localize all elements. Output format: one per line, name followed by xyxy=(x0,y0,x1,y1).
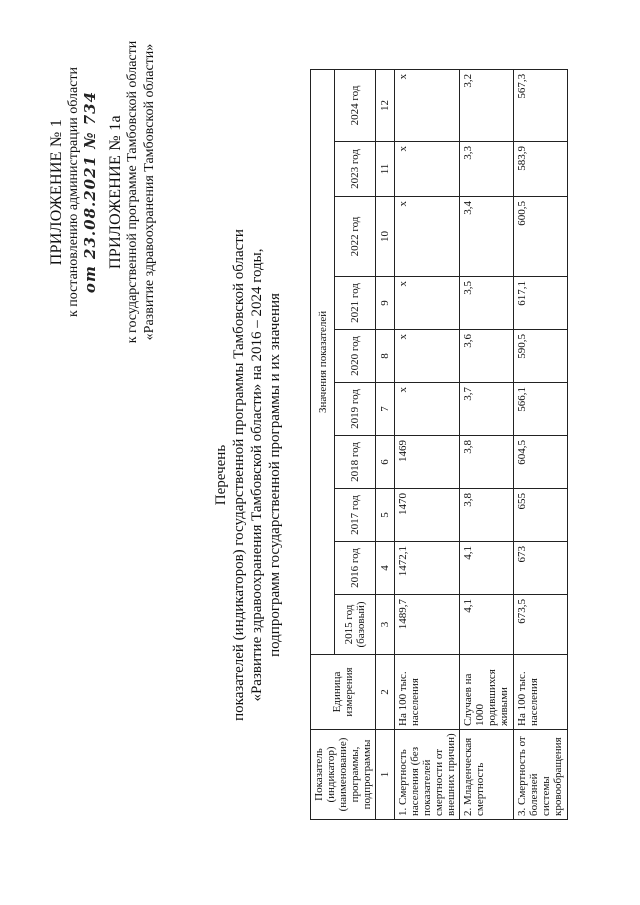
indicator-value: 590,5 xyxy=(514,330,568,383)
header-unit: Единица измерения xyxy=(311,655,376,730)
appendix-header xyxy=(48,27,158,357)
header-year: 2016 год xyxy=(335,542,376,595)
column-number: 10 xyxy=(376,197,395,277)
indicator-value: 3,8 xyxy=(460,436,514,489)
column-number: 3 xyxy=(376,595,395,655)
indicator-value: 566,1 xyxy=(514,383,568,436)
indicator-name: 2. Младенческая смертность xyxy=(460,730,514,820)
column-number: 11 xyxy=(376,142,395,197)
indicator-name: 1. Смертность населения (без показателей смертности от внешних причин) xyxy=(395,730,460,820)
header-year: 2017 год xyxy=(335,489,376,542)
header-year: 2022 год xyxy=(335,197,376,277)
title-line2: показателей (индикаторов) государственной программы Тамбовской области xyxy=(231,229,247,721)
indicator-value: 3,6 xyxy=(460,330,514,383)
appendix-1a-title: ПРИЛОЖЕНИЕ № 1а xyxy=(107,115,124,269)
indicator-value: 3,7 xyxy=(460,383,514,436)
header-values: Значения показателей xyxy=(311,69,335,654)
indicator-value: х xyxy=(395,330,460,383)
table-row xyxy=(514,69,568,819)
indicator-value: х xyxy=(395,277,460,330)
title-line3: «Развитие здравоохранения Тамбовской области» на 2016 – 2024 годы, xyxy=(249,248,265,702)
header-year: 2020 год xyxy=(335,330,376,383)
indicator-value: 4,1 xyxy=(460,542,514,595)
column-number: 12 xyxy=(376,69,395,141)
column-number: 1 xyxy=(376,730,395,820)
indicator-value: 3,3 xyxy=(460,142,514,197)
indicator-unit: Случаев на 1000 родившихся живыми xyxy=(460,655,514,730)
indicator-value: 3,5 xyxy=(460,277,514,330)
indicator-name: 3. Смертность от болезней системы кровообращения xyxy=(514,730,568,820)
column-number: 5 xyxy=(376,489,395,542)
indicator-value: 3,2 xyxy=(460,69,514,141)
indicator-unit: На 100 тыс. населения xyxy=(395,655,460,730)
handwritten-date-number: от 23.08.2021 № 734 xyxy=(81,90,99,294)
column-number: 6 xyxy=(376,436,395,489)
indicators-table xyxy=(310,69,568,820)
indicator-value: х xyxy=(395,383,460,436)
table-row xyxy=(460,69,514,819)
title-line4: подпрограмм государственной программы и их значения xyxy=(267,293,283,657)
header-year: 2023 год xyxy=(335,142,376,197)
column-number: 4 xyxy=(376,542,395,595)
title-line1: Перечень xyxy=(213,444,229,506)
indicator-value: 3,4 xyxy=(460,197,514,277)
header-year: 2021 год xyxy=(335,277,376,330)
header-year: 2024 год xyxy=(335,69,376,141)
header-year: 2018 год xyxy=(335,436,376,489)
indicator-value: 604,5 xyxy=(514,436,568,489)
indicator-value: 1472,1 xyxy=(395,542,460,595)
indicator-value: 600,5 xyxy=(514,197,568,277)
indicator-value: х xyxy=(395,142,460,197)
indicator-value: 1469 xyxy=(395,436,460,489)
program-reference-line1: к государственной программе Тамбовской области xyxy=(125,40,140,344)
indicator-value: 1470 xyxy=(395,489,460,542)
indicator-value: х xyxy=(395,69,460,141)
indicator-value: 4,1 xyxy=(460,595,514,655)
column-number: 2 xyxy=(376,655,395,730)
document-title xyxy=(212,195,284,755)
indicator-value: 1489,7 xyxy=(395,595,460,655)
program-reference-line2: «Развитие здравоохранения Тамбовской области» xyxy=(142,43,157,341)
indicator-value: 673 xyxy=(514,542,568,595)
indicator-value: х xyxy=(395,197,460,277)
indicator-value: 673,5 xyxy=(514,595,568,655)
header-year: 2015 год (базовый) xyxy=(335,595,376,655)
indicator-value: 583,9 xyxy=(514,142,568,197)
indicator-unit: На 100 тыс. населения xyxy=(514,655,568,730)
column-number: 8 xyxy=(376,330,395,383)
decree-reference: к постановлению администрации области xyxy=(66,66,81,318)
header-year: 2019 год xyxy=(335,383,376,436)
indicator-value: 655 xyxy=(514,489,568,542)
indicator-value: 617,1 xyxy=(514,277,568,330)
indicator-value: 567,3 xyxy=(514,69,568,141)
indicator-value: 3,8 xyxy=(460,489,514,542)
table-row xyxy=(395,69,460,819)
column-number: 9 xyxy=(376,277,395,330)
appendix-1-title: ПРИЛОЖЕНИЕ № 1 xyxy=(48,118,65,266)
header-indicator: Показатель (индикатор) (наименование) программы, подпрограммы xyxy=(311,730,376,820)
column-number: 7 xyxy=(376,383,395,436)
